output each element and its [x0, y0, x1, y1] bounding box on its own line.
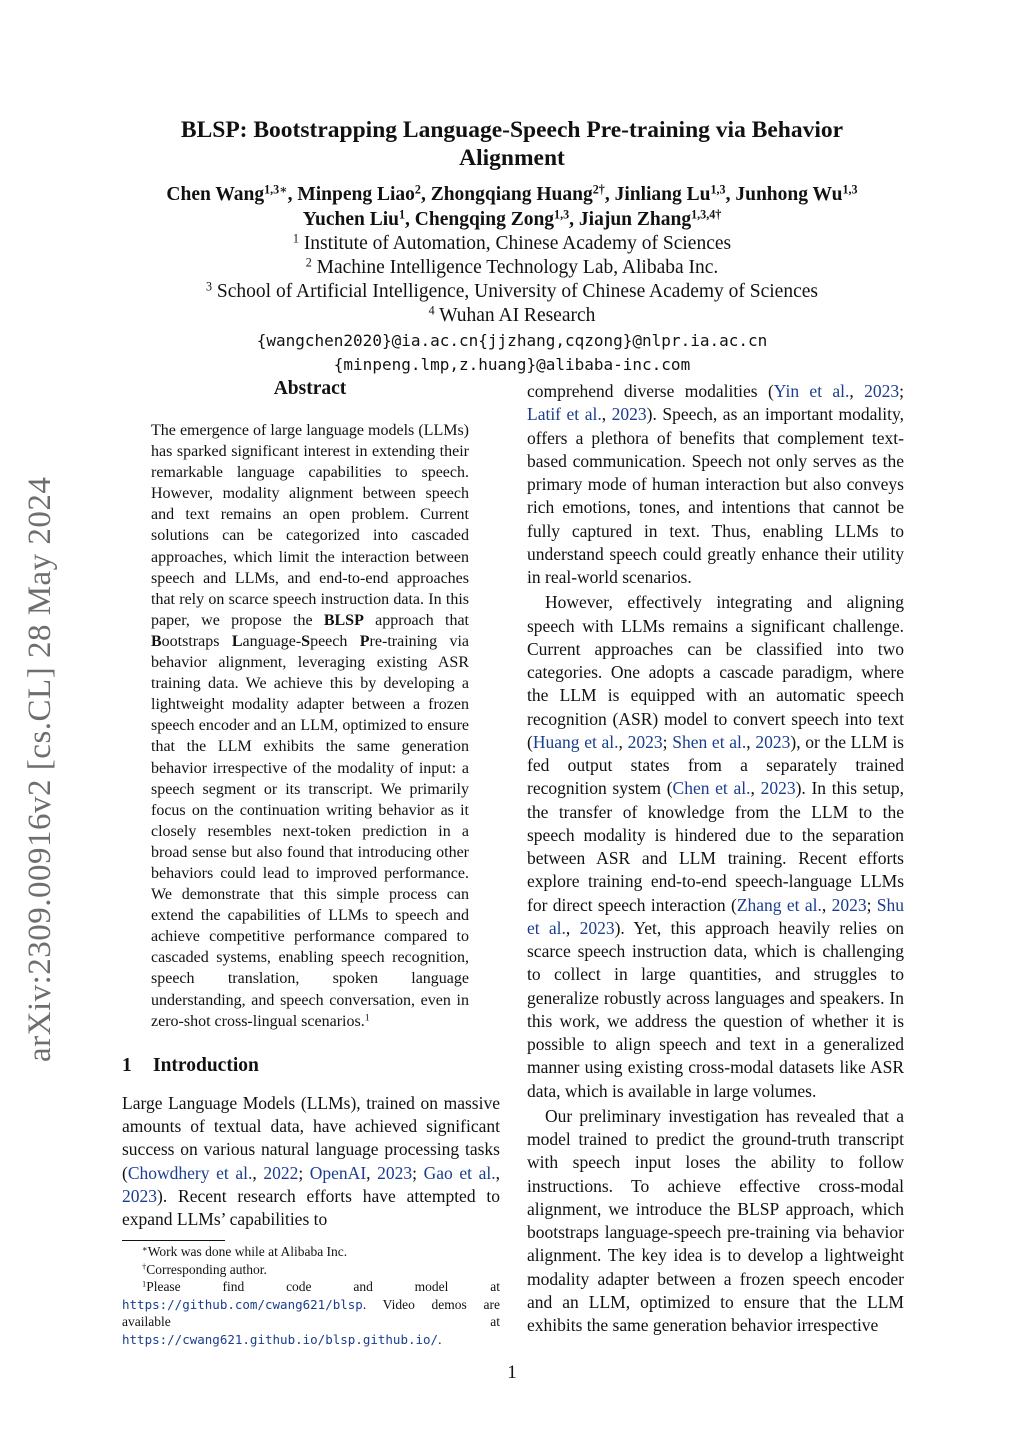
intro-column-right — [527, 380, 904, 1337]
body-text: ), or the LLM is fed output states from a separately trained recognition system ( — [527, 731, 904, 799]
affiliation-number: 2 — [305, 255, 312, 270]
body-text: Our preliminary investigation has revealed that a model trained to predict the ground-truth transcript with speech input loses the ability to follow instructions. To achieve effective cross-modal alignment, we introduce the BLSP approach, which bootstraps language-speech pre-training via behavior alignment. The key idea is to develop a lightweight modality adapter between a frozen speech encoder and an LLM, optimized to ensure that the LLM exhibits the same generation behavior irrespective — [527, 1105, 904, 1335]
abstract-text: peech — [310, 632, 360, 650]
footnote-mark: ∗ — [142, 1244, 148, 1254]
arxiv-identifier: arXiv:2309.00916v2 [cs.CL] 28 May 2024 — [22, 476, 58, 1062]
affiliation-name: Wuhan AI Research — [439, 305, 596, 326]
citation-link[interactable]: Latif et al. — [527, 404, 602, 425]
email: {minpeng.lmp,z.huang}@alibaba-inc.com — [333, 355, 691, 374]
citation-link[interactable]: Yin et al. — [773, 381, 850, 401]
abstract-bold-letter: B — [151, 632, 162, 650]
email: {wangchen2020}@ia.ac.cn — [256, 331, 479, 350]
abstract-text: anguage- — [242, 632, 302, 650]
intro-paragraph-left: Large Language Models (LLMs), trained on massive amounts of textual data, have achieved significant success on various natural language processing tasks (Chowdhery et al., 2022; OpenAI, 2023; Gao et al., 2023). Recent research efforts have attempted to expand LLMs’ capabilities to — [122, 1093, 500, 1230]
body-text: ). Yet, this approach heavily relies on scarce speech instruction data, which is challenging to collect in large quantities, and struggles to generalize robustly across languages and speakers. In this work, we address the question of whether it is possible to align speech and text in a generalized manner using existing cross-modal datasets like ASR data, which is available in large volumes. — [527, 917, 905, 1101]
email: {jjzhang,cqzong}@nlpr.ia.ac.cn — [478, 331, 768, 350]
affiliation — [112, 256, 912, 280]
section-heading-introduction — [122, 1055, 502, 1077]
body-text: comprehend diverse modalities ( — [527, 381, 774, 401]
author-mark: 2† — [592, 182, 605, 197]
title-line-1: BLSP: Bootstrapping Language-Speech Pre-training via Behavior — [180, 117, 844, 143]
body-text: Large Language Models (LLMs), trained on massive amounts of textual data, have achieved significant success on various natural language processing tasks ( — [122, 1093, 500, 1183]
abstract-text: approach that — [363, 611, 470, 629]
abstract-bold-letter: S — [301, 632, 311, 650]
body-text: However, effectively integrating and aligning speech with LLMs remains a significant challenge. Current approaches can be classified into two categories. One adopts a cascade paradigm, where the LLM is equipped with an automatic speech recognition (ASR) model to convert speech into text ( — [527, 592, 904, 752]
footnote-text: . Video demos are available at — [122, 1296, 500, 1329]
author: Jinliang Lu — [614, 184, 711, 205]
footnote-mark: 1 — [142, 1279, 147, 1289]
intro-paragraph: comprehend diverse modalities (Yin et al., 2023; Latif et al., 2023). Speech, as an important modality, offers a plethora of benefits that complement text-based communication. Speech not only serves as the primary mode of human interaction but also conveys rich emotions, tones, and intentions that cannot be fully captured in text. Thus, enabling LLMs to understand speech could greatly enhance their utility in real-world scenarios. — [527, 381, 904, 587]
paper-title — [112, 116, 912, 172]
citation-link[interactable]: 2022 — [263, 1162, 299, 1183]
footnote — [122, 1278, 500, 1348]
affiliation — [112, 280, 912, 304]
author-mark: 1,3 — [554, 207, 570, 222]
author-mark: 1,3∗ — [264, 182, 288, 197]
citation-link[interactable]: 2023 — [831, 894, 867, 915]
author: Chen Wang — [166, 184, 265, 205]
footnote-marker[interactable]: 1 — [364, 1012, 370, 1024]
footnote-rule — [122, 1240, 225, 1241]
author-mark: 2 — [414, 182, 421, 197]
abstract-text: re- — [369, 632, 388, 650]
affiliation-name: Institute of Automation, Chinese Academy of Sciences — [303, 233, 732, 254]
demo-url-link[interactable]: https://cwang621.github.io/blsp.github.io/ — [122, 1331, 439, 1347]
author-mark: 1 — [398, 207, 406, 222]
citation-link[interactable]: 2023 — [611, 404, 647, 425]
citation-link[interactable]: 2023 — [760, 778, 796, 799]
footnote-text: Corresponding author. — [146, 1261, 267, 1277]
affiliation-name: School of Artificial Intelligence, University of Chinese Academy of Sciences — [216, 281, 818, 302]
author: Yuchen Liu — [302, 209, 399, 230]
citation-link[interactable]: 2023 — [627, 731, 663, 752]
citation-link[interactable]: Zhang et al. — [736, 894, 822, 915]
affiliation — [112, 304, 912, 328]
affiliation-number: 1 — [292, 231, 299, 246]
author: Junhong Wu — [735, 184, 843, 205]
abstract-bold-letter: P — [359, 632, 370, 650]
footnote-text: Work was done while at Alibaba Inc. — [147, 1244, 348, 1259]
section-title: Introduction — [153, 1055, 259, 1076]
citation-link[interactable]: Chowdhery et al. — [127, 1162, 253, 1183]
affiliation — [112, 232, 912, 256]
footnote-text: . — [438, 1331, 442, 1347]
affiliation-name: Machine Intelligence Technology Lab, Alibaba Inc. — [316, 257, 719, 278]
citation-link[interactable]: Shu et al. — [527, 894, 905, 938]
author: Zhongqiang Huang — [430, 184, 593, 205]
intro-paragraph — [527, 1105, 904, 1338]
citation-link[interactable]: Shen et al. — [672, 731, 747, 752]
affiliation-list — [112, 232, 912, 328]
abstract-text: training via behavior alignment, leveraging existing ASR training data. We achieve this by developing a lightweight modality adapter between a frozen speech encoder and an LLM, optimized to ensure that the LLM exhibits the same generation behavior irrespective of the modality of input: a speech segment or its transcript. We primarily focus on the continuation writing behavior as it closely resembles next-token prediction in a broad sense but also found that introducing other behaviors could lead to improved performance. We demonstrate that this simple process can extend the capabilities of LLMs to speech and achieve competitive performance compared to cascaded systems, enabling speech recognition, speech translation, spoken language understanding, and speech conversation, even in zero-shot cross-lingual scenarios. — [151, 632, 470, 1030]
body-text: ). Recent research efforts have attempted to expand LLMs’ capabilities to — [122, 1185, 500, 1230]
code-url-link[interactable]: https://github.com/cwang621/blsp — [122, 1296, 363, 1312]
body-text: ). In this setup, the transfer of knowledge from the LLM to the speech modality is hindered due to the separation between ASR and LLM training. Recent efforts explore training end-to-end speech-language LLMs for direct speech interaction ( — [527, 778, 905, 915]
section-number: 1 — [122, 1055, 132, 1076]
author: Minpeng Liao — [297, 184, 415, 205]
abstract-text: The emergence of large language models (LLMs) has sparked significant interest in extending their remarkable language capabilities to speech. However, modality alignment between speech and text remains an open problem. Current solutions can be categorized into cascaded approaches, which limit the interaction between speech and LLMs, and end-to-end approaches that rely on scarce speech instruction data. In this paper, we propose the — [151, 422, 469, 629]
affiliation-number: 3 — [205, 279, 213, 294]
citation-link[interactable]: Huang et al. — [532, 731, 619, 752]
footnote — [122, 1261, 500, 1279]
author-mark: 1,3 — [842, 182, 858, 197]
abstract-bold-blsp: BLSP — [323, 611, 364, 629]
body-text: ). Speech, as an important modality, offers a plethora of benefits that complement text-based communication. Speech not only serves as the primary mode of human interaction but also conveys rich emotions, tones, and intentions that cannot be fully captured in text. Thus, enabling LLMs to understand speech could greatly enhance their utility in real-world scenarios. — [527, 404, 904, 587]
citation-link[interactable]: 2023 — [377, 1162, 413, 1183]
title-line-2: Alignment — [459, 145, 565, 171]
author-list: Chen Wang$^{1,3∗}$, Minpeng Liao$^2$, Zhongqiang Huang$^{2\dagger}$, Jinliang Lu$^{1,3}$, Junhong Wu$^{1,3}$ Yuchen Liu$^1$, Chengqing Zong$^{1,3}$, Jiajun Zhang$^{1,3,4\dagger}$ — [166, 182, 858, 230]
affiliation-number: 4 — [428, 303, 435, 318]
abstract-body — [151, 420, 469, 1032]
citation-link[interactable]: 2023 — [122, 1185, 157, 1206]
footnotes — [122, 1243, 500, 1348]
footnote-mark: † — [142, 1261, 147, 1271]
citation-link[interactable]: Gao et al. — [423, 1162, 496, 1183]
citation-link[interactable]: 2023 — [864, 381, 900, 401]
author: Chengqing Zong — [414, 209, 555, 230]
abstract-text: ootstraps — [161, 632, 232, 650]
author: Jiajun Zhang — [578, 209, 692, 230]
abstract-bold-letter: L — [231, 632, 243, 650]
author-mark: 1,3 — [710, 182, 726, 197]
abstract-heading: Abstract — [273, 378, 347, 399]
email-list — [112, 329, 912, 377]
author-mark: 1,3,4† — [691, 207, 722, 222]
intro-paragraph: However, effectively integrating and aligning speech with LLMs remains a significant challenge. Current approaches can be classified into two categories. One adopts a cascade paradigm, where the LLM is equipped with an automatic speech recognition (ASR) model to convert speech into text (Huang et al., 2023; Shen et al., 2023), or the LLM is fed output states from a separately trained recognition system (Chen et al., 2023). In this setup, the transfer of knowledge from the LLM to the speech modality is hindered due to the separation between ASR and LLM training. Recent efforts explore training end-to-end speech-language LLMs for direct speech interaction (Zhang et al., 2023; Shu et al., 2023). Yet, this approach heavily relies on scarce speech instruction data, which is challenging to collect in large quantities, and struggles to generalize robustly across languages and speakers. In this work, we address the question of whether it is possible to align speech and text in a generalized manner using existing cross-modal datasets like ASR data, which is available in large volumes. — [527, 592, 905, 1101]
citation-link[interactable]: 2023 — [579, 917, 615, 938]
page-number: 1 — [507, 1362, 517, 1383]
footnote-text: Please find code and model at — [146, 1279, 500, 1294]
citation-link[interactable]: 2023 — [755, 731, 791, 752]
footnote — [122, 1243, 500, 1261]
citation-link[interactable]: Chen et al. — [672, 778, 751, 799]
citation-link[interactable]: OpenAI — [309, 1162, 367, 1183]
